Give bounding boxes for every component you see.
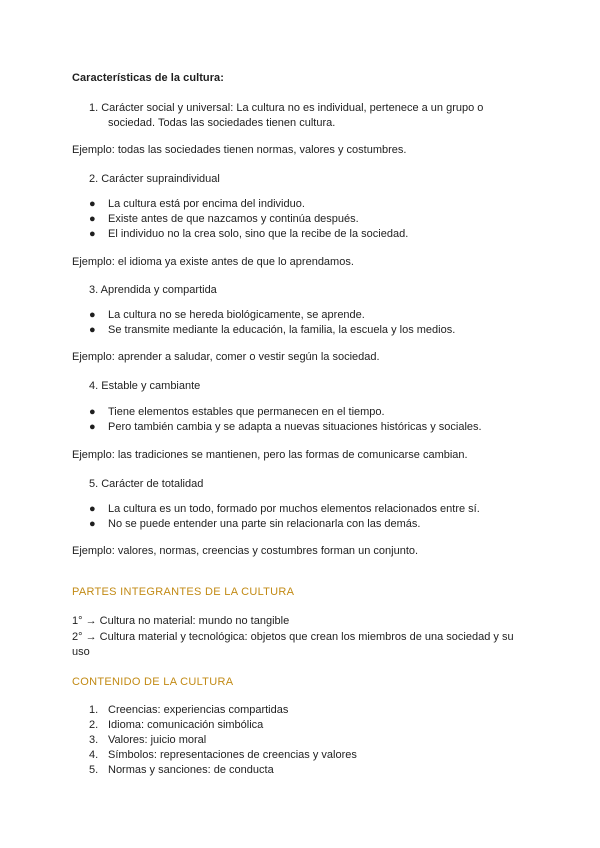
section-1-example: Ejemplo: todas las sociedades tienen normas, valores y costumbres.: [72, 144, 407, 156]
bullet-item: ● La cultura está por encima del individuo.: [89, 198, 305, 210]
partes-item-2: 2° → Cultura material y tecnológica: objetos que crean los miembros de una sociedad y su: [72, 631, 514, 643]
bullet-item: ● La cultura no se hereda biológicamente, se aprende.: [89, 309, 365, 321]
bullet-icon: ●: [89, 406, 96, 418]
section-1-continuation: sociedad. Todas las sociedades tienen cultura.: [108, 117, 336, 129]
bullet-icon: ●: [89, 324, 96, 336]
bullet-icon: ●: [89, 213, 96, 225]
partes-item-2-continuation: uso: [72, 646, 90, 658]
bullet-item: ● Se transmite mediante la educación, la familia, la escuela y los medios.: [89, 324, 456, 336]
bullet-icon: ●: [89, 198, 96, 210]
bullet-icon: ●: [89, 518, 96, 530]
list-item: 4. Símbolos: representaciones de creencias y valores: [89, 749, 357, 761]
bullet-icon: ●: [89, 228, 96, 240]
partes-heading: PARTES INTEGRANTES DE LA CULTURA: [72, 586, 295, 598]
bullet-item: ● Pero también cambia y se adapta a nuevas situaciones históricas y sociales.: [89, 421, 482, 433]
list-item: 1. Creencias: experiencias compartidas: [89, 704, 289, 716]
bullet-item: ● Existe antes de que nazcamos y continúa después.: [89, 213, 359, 225]
section-2-example: Ejemplo: el idioma ya existe antes de que lo aprendamos.: [72, 256, 354, 268]
bullet-item: ● No se puede entender una parte sin relacionarla con las demás.: [89, 518, 421, 530]
bullet-icon: ●: [89, 503, 96, 515]
bullet-icon: ●: [89, 309, 96, 321]
bullet-item: ● La cultura es un todo, formado por muchos elementos relacionados entre sí.: [89, 503, 480, 515]
section-4-example: Ejemplo: las tradiciones se mantienen, pero las formas de comunicarse cambian.: [72, 449, 468, 461]
section-1-heading: 1. Carácter social y universal: La cultura no es individual, pertenece a un grupo o: [89, 102, 484, 114]
section-2-heading: 2. Carácter supraindividual: [89, 173, 220, 185]
list-item: 2. Idioma: comunicación simbólica: [89, 719, 264, 731]
partes-item-1: 1° → Cultura no material: mundo no tangible: [72, 615, 290, 627]
list-item: 3. Valores: juicio moral: [89, 734, 207, 746]
section-3-heading: 3. Aprendida y compartida: [89, 284, 217, 296]
bullet-icon: ●: [89, 421, 96, 433]
bullet-item: ● Tiene elementos estables que permanecen en el tiempo.: [89, 406, 385, 418]
bullet-item: ● El individuo no la crea solo, sino que la recibe de la sociedad.: [89, 228, 409, 240]
section-5-heading: 5. Carácter de totalidad: [89, 478, 204, 490]
contenido-heading: CONTENIDO DE LA CULTURA: [72, 676, 234, 688]
page-title: Características de la cultura:: [72, 72, 224, 84]
section-4-heading: 4. Estable y cambiante: [89, 380, 201, 392]
section-3-example: Ejemplo: aprender a saludar, comer o vestir según la sociedad.: [72, 351, 380, 363]
section-5-example: Ejemplo: valores, normas, creencias y costumbres forman un conjunto.: [72, 545, 419, 557]
list-item: 5. Normas y sanciones: de conducta: [89, 764, 274, 776]
